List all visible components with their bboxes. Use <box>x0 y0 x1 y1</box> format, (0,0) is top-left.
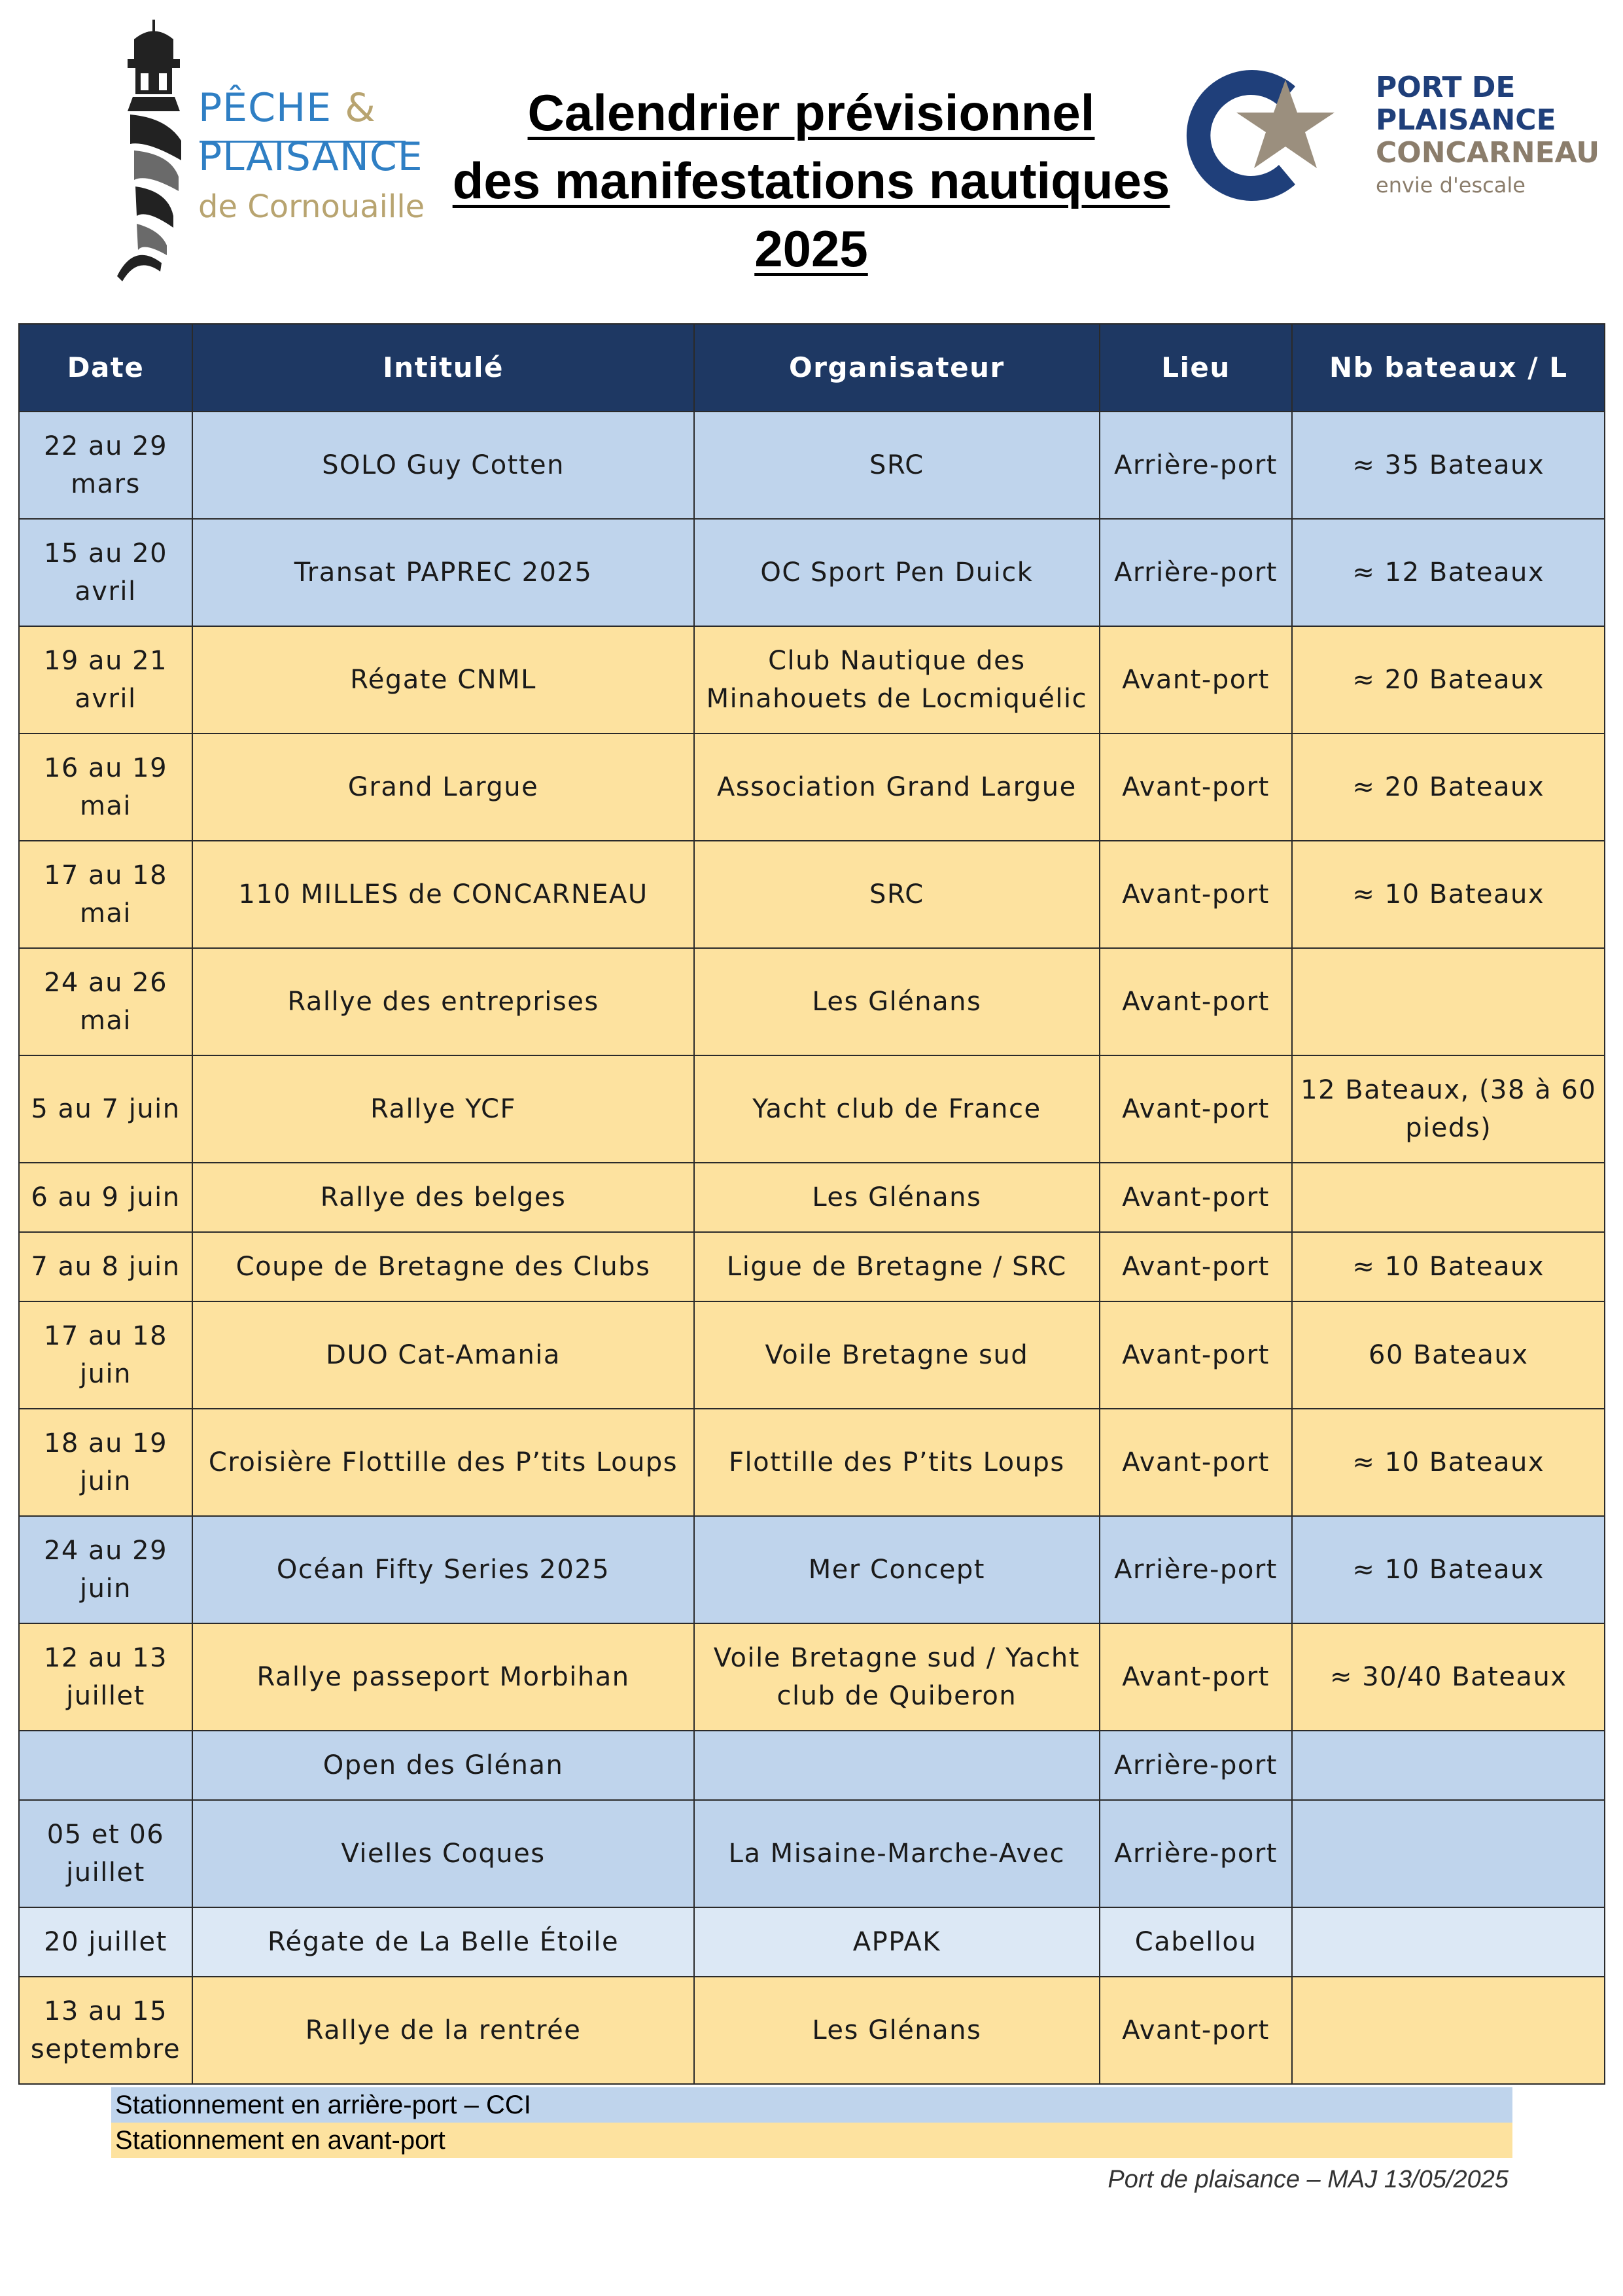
cell-boats: ≈ 10 Bateaux <box>1292 841 1605 948</box>
cell-boats: 60 Bateaux <box>1292 1301 1605 1409</box>
cell-place: Avant-port <box>1100 626 1293 733</box>
table-row <box>19 733 1605 841</box>
events-table <box>18 323 1605 2085</box>
cell-organizer: La Misaine-Marche-Avec <box>694 1800 1099 1907</box>
cell-place: Avant-port <box>1100 1232 1293 1301</box>
cell-date: 5 au 7 juin <box>19 1055 192 1163</box>
cell-place: Cabellou <box>1100 1907 1293 1977</box>
cell-organizer: Voile Bretagne sud / Yacht club de Quiberon <box>694 1623 1099 1731</box>
cell-date: 24 au 29 juin <box>19 1516 192 1623</box>
cell-boats: ≈ 35 Bateaux <box>1292 412 1605 519</box>
cell-title: Rallye YCF <box>192 1055 694 1163</box>
table-header-row <box>19 324 1605 412</box>
port-concarneau-logo <box>1174 60 1619 211</box>
cell-boats: ≈ 30/40 Bateaux <box>1292 1623 1605 1731</box>
cell-date <box>19 1731 192 1800</box>
cell-place: Avant-port <box>1100 1055 1293 1163</box>
legend-avant-port: Stationnement en avant-port <box>111 2123 1512 2158</box>
logo-left-line2: PLAISANCE <box>198 134 423 180</box>
logo-right-line2: PLAISANCE <box>1376 103 1556 137</box>
cell-boats <box>1292 1907 1605 1977</box>
cell-date: 05 et 06 juillet <box>19 1800 192 1907</box>
cell-boats: ≈ 20 Bateaux <box>1292 733 1605 841</box>
cell-date: 6 au 9 juin <box>19 1163 192 1232</box>
cell-organizer: SRC <box>694 412 1099 519</box>
cell-title: Rallye passeport Morbihan <box>192 1623 694 1731</box>
cell-place: Arrière-port <box>1100 1516 1293 1623</box>
header-title: Intitulé <box>192 324 694 412</box>
table-row <box>19 1907 1605 1977</box>
peche-plaisance-logo <box>108 20 425 281</box>
cell-boats <box>1292 948 1605 1055</box>
title-line-3: 2025 <box>754 220 868 277</box>
cell-place: Avant-port <box>1100 1977 1293 2084</box>
cell-boats <box>1292 1163 1605 1232</box>
cell-title: Open des Glénan <box>192 1731 694 1800</box>
cell-boats <box>1292 1800 1605 1907</box>
logo-right-line1: PORT DE <box>1376 71 1516 104</box>
cell-title: Rallye de la rentrée <box>192 1977 694 2084</box>
table-row <box>19 948 1605 1055</box>
cell-date: 15 au 20 avril <box>19 519 192 626</box>
cell-date: 7 au 8 juin <box>19 1232 192 1301</box>
header-boats: Nb bateaux / L <box>1292 324 1605 412</box>
table-row <box>19 1623 1605 1731</box>
cell-date: 16 au 19 mai <box>19 733 192 841</box>
cell-title: Coupe de Bretagne des Clubs <box>192 1232 694 1301</box>
cell-boats: ≈ 10 Bateaux <box>1292 1232 1605 1301</box>
cell-place: Arrière-port <box>1100 1800 1293 1907</box>
cell-boats: 12 Bateaux, (38 à 60 pieds) <box>1292 1055 1605 1163</box>
cell-organizer: Les Glénans <box>694 948 1099 1055</box>
logo-right-line3: CONCARNEAU <box>1376 136 1600 169</box>
cell-organizer: Yacht club de France <box>694 1055 1099 1163</box>
cell-title: Grand Largue <box>192 733 694 841</box>
cell-boats: ≈ 20 Bateaux <box>1292 626 1605 733</box>
table-row <box>19 841 1605 948</box>
header-date: Date <box>19 324 192 412</box>
cell-title: Régate CNML <box>192 626 694 733</box>
cell-title: DUO Cat-Amania <box>192 1301 694 1409</box>
cell-organizer: Les Glénans <box>694 1163 1099 1232</box>
cell-date: 17 au 18 mai <box>19 841 192 948</box>
table-row <box>19 412 1605 519</box>
cell-place: Avant-port <box>1100 1301 1293 1409</box>
cell-boats <box>1292 1977 1605 2084</box>
header-organizer: Organisateur <box>694 324 1099 412</box>
table-row <box>19 1409 1605 1516</box>
table-row <box>19 1800 1605 1907</box>
title-line-1: Calendrier prévisionnel <box>527 84 1095 141</box>
cell-place: Avant-port <box>1100 1623 1293 1731</box>
table-row <box>19 1055 1605 1163</box>
cell-title: Transat PAPREC 2025 <box>192 519 694 626</box>
logo-right-tagline: envie d'escale <box>1376 173 1526 198</box>
cell-date: 24 au 26 mai <box>19 948 192 1055</box>
cell-place: Avant-port <box>1100 733 1293 841</box>
cell-place: Arrière-port <box>1100 519 1293 626</box>
cell-title: SOLO Guy Cotten <box>192 412 694 519</box>
cell-place: Avant-port <box>1100 1163 1293 1232</box>
cell-organizer: Association Grand Largue <box>694 733 1099 841</box>
cell-organizer: OC Sport Pen Duick <box>694 519 1099 626</box>
cell-title: Océan Fifty Series 2025 <box>192 1516 694 1623</box>
cell-place: Arrière-port <box>1100 412 1293 519</box>
title-line-2: des manifestations nautiques <box>452 152 1170 209</box>
cell-date: 19 au 21 avril <box>19 626 192 733</box>
cell-boats: ≈ 10 Bateaux <box>1292 1409 1605 1516</box>
footer-update-note: Port de plaisance – MAJ 13/05/2025 <box>1108 2166 1509 2193</box>
port-c-star-icon <box>1174 60 1370 211</box>
cell-organizer: Voile Bretagne sud <box>694 1301 1099 1409</box>
cell-boats: ≈ 12 Bateaux <box>1292 519 1605 626</box>
cell-place: Avant-port <box>1100 948 1293 1055</box>
table-row <box>19 1731 1605 1800</box>
cell-organizer: Ligue de Bretagne / SRC <box>694 1232 1099 1301</box>
cell-title: Rallye des belges <box>192 1163 694 1232</box>
cell-place: Avant-port <box>1100 1409 1293 1516</box>
table-row <box>19 519 1605 626</box>
cell-place: Arrière-port <box>1100 1731 1293 1800</box>
table-row <box>19 1516 1605 1623</box>
cell-organizer: Club Nautique des Minahouets de Locmiquélic <box>694 626 1099 733</box>
cell-title: Rallye des entreprises <box>192 948 694 1055</box>
header-place: Lieu <box>1100 324 1293 412</box>
lighthouse-icon <box>108 20 200 281</box>
table-row <box>19 1232 1605 1301</box>
table-row <box>19 626 1605 733</box>
cell-organizer: Flottille des P’tits Loups <box>694 1409 1099 1516</box>
cell-organizer <box>694 1731 1099 1800</box>
legend-arriere-port: Stationnement en arrière-port – CCI <box>111 2087 1512 2123</box>
cell-date: 22 au 29 mars <box>19 412 192 519</box>
cell-title: 110 MILLES de CONCARNEAU <box>192 841 694 948</box>
cell-title: Vielles Coques <box>192 1800 694 1907</box>
cell-place: Avant-port <box>1100 841 1293 948</box>
cell-boats <box>1292 1731 1605 1800</box>
cell-organizer: Les Glénans <box>694 1977 1099 2084</box>
cell-date: 17 au 18 juin <box>19 1301 192 1409</box>
cell-organizer: SRC <box>694 841 1099 948</box>
cell-date: 20 juillet <box>19 1907 192 1977</box>
page-title <box>425 79 1197 283</box>
cell-organizer: APPAK <box>694 1907 1099 1977</box>
logo-left-line3: de Cornouaille <box>198 188 425 225</box>
cell-organizer: Mer Concept <box>694 1516 1099 1623</box>
cell-date: 18 au 19 juin <box>19 1409 192 1516</box>
cell-title: Croisière Flottille des P’tits Loups <box>192 1409 694 1516</box>
table-row <box>19 1977 1605 2084</box>
cell-title: Régate de La Belle Étoile <box>192 1907 694 1977</box>
logo-left-line1: PÊCHE & <box>198 85 376 131</box>
cell-date: 12 au 13 juillet <box>19 1623 192 1731</box>
table-row <box>19 1163 1605 1232</box>
table-row <box>19 1301 1605 1409</box>
cell-date: 13 au 15 septembre <box>19 1977 192 2084</box>
cell-boats: ≈ 10 Bateaux <box>1292 1516 1605 1623</box>
